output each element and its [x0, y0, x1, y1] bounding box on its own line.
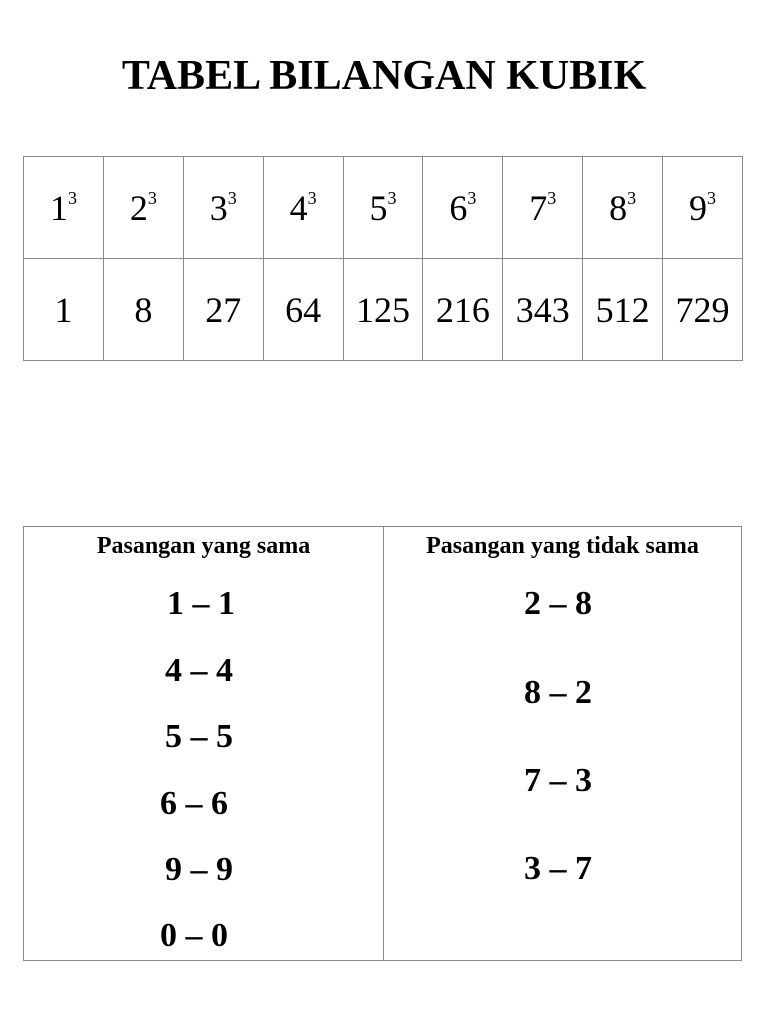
exponent: 3	[227, 187, 237, 208]
base-cell	[343, 157, 423, 259]
exponent: 3	[307, 187, 317, 208]
base-number: 1	[49, 187, 68, 228]
cube-value: 343	[503, 259, 583, 361]
base-cell	[503, 157, 583, 259]
page-title: TABEL BILANGAN KUBIK	[121, 53, 647, 99]
same-pair: 5 – 5	[165, 718, 233, 755]
exponent: 3	[627, 187, 637, 208]
same-pair: 0 – 0	[160, 917, 228, 954]
exponent: 3	[547, 187, 557, 208]
cube-value: 64	[263, 259, 343, 361]
base-number: 5	[369, 187, 388, 228]
base-cell	[583, 157, 663, 259]
base-cell	[24, 157, 104, 259]
cube-value: 125	[343, 259, 423, 361]
base-number: 2	[129, 187, 148, 228]
same-pair: 1 – 1	[167, 585, 235, 622]
cube-value: 8	[103, 259, 183, 361]
cube-value: 27	[183, 259, 263, 361]
base-cell	[183, 157, 263, 259]
cube-value: 216	[423, 259, 503, 361]
cube-value: 1	[24, 259, 104, 361]
exponent: 3	[387, 187, 397, 208]
exponent: 3	[67, 187, 77, 208]
base-number: 9	[689, 187, 707, 228]
exponent: 3	[707, 187, 716, 208]
base-row	[24, 157, 743, 259]
same-pair: 4 – 4	[165, 652, 233, 689]
column-divider	[383, 527, 384, 960]
base-cell	[423, 157, 503, 259]
exponent: 3	[147, 187, 157, 208]
base-number: 6	[449, 187, 468, 228]
base-cell	[263, 157, 343, 259]
different-pair: 3 – 7	[524, 850, 592, 887]
base-number: 4	[289, 187, 308, 228]
cube-row	[24, 259, 743, 361]
cube-value: 729	[663, 259, 743, 361]
different-pair: 7 – 3	[524, 762, 592, 799]
cube-table	[23, 156, 743, 361]
cube-value: 512	[583, 259, 663, 361]
base-cell	[103, 157, 183, 259]
different-pairs-header: Pasangan yang tidak sama	[426, 533, 699, 559]
base-cell	[663, 157, 743, 259]
different-pair: 2 – 8	[524, 585, 592, 622]
pairs-table	[23, 526, 742, 961]
base-number: 7	[529, 187, 548, 228]
different-pair: 8 – 2	[524, 674, 592, 711]
same-pair: 9 – 9	[165, 851, 233, 888]
base-number: 3	[209, 187, 228, 228]
base-number: 8	[609, 187, 628, 228]
same-pair: 6 – 6	[160, 785, 228, 822]
same-pairs-header: Pasangan yang sama	[96, 533, 311, 559]
exponent: 3	[467, 187, 477, 208]
